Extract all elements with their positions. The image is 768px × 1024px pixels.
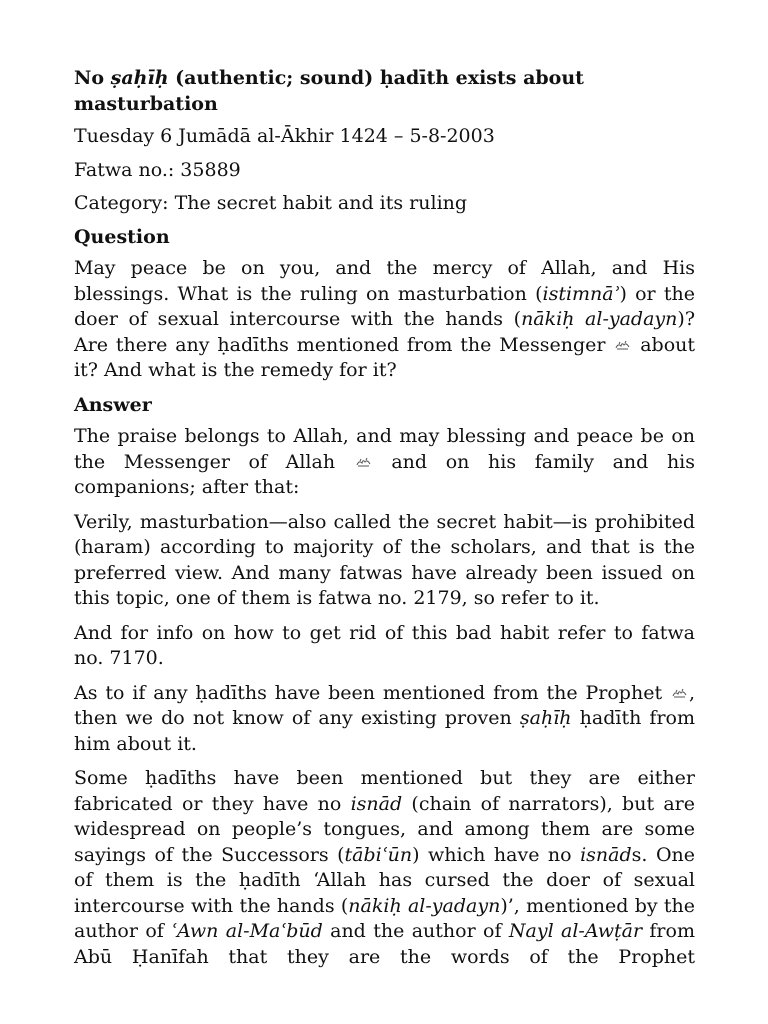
- answer-part: (chain of narrators), but are widespread on people’s tongues, and among them are some sayings of the Successors (: [74, 792, 695, 866]
- term-nakih: nākiḥ al-yadayn: [521, 308, 678, 330]
- term-nakih: nākiḥ al-yadayn: [348, 894, 501, 917]
- answer-part: , then we do not know of any existing proven: [74, 681, 695, 729]
- answer-part: ) which have no: [412, 843, 581, 866]
- answer-paragraph-3: And for info on how to get rid of this bad habit refer to fatwa no. 7170.: [74, 621, 695, 669]
- answer-paragraph-4: [74, 681, 695, 758]
- answer-part: from Abū Ḥanīfah that they are the words of the Prophet: [74, 920, 695, 968]
- date-line: Tuesday 6 Jumādā al-Ākhir 1424 – 5-8-2003: [74, 125, 495, 147]
- category-line: Category: The secret habit and its ruling: [74, 192, 468, 214]
- answer-part: and on his family and his companions; after that:: [74, 450, 696, 498]
- title-sahih: ṣaḥīḥ: [110, 67, 169, 89]
- fatwa-number: Fatwa no.: 35889: [74, 158, 241, 181]
- answer-part: As to if any ḥadīths have been mentioned from the Prophet: [74, 681, 670, 704]
- question-part: ) or the doer of sexual intercourse with the hands (: [74, 282, 695, 330]
- book-nayl-al-awtar: Nayl al-Awṭār: [508, 920, 643, 942]
- question-part: May peace be on you, and the mercy of Allah, and His blessings. What is the ruling on masturbation (: [74, 257, 695, 305]
- salutation-icon: [615, 340, 630, 351]
- term-istimna: istimnāʾ: [542, 282, 620, 305]
- answer-part: Some ḥadīths have been mentioned but they are either fabricated or they have no: [74, 767, 695, 815]
- answer-part: s. One of them is the ḥadīth ‘Allah has cursed the doer of sexual intercourse with the hands (: [74, 843, 696, 917]
- term-tabiun: tābiʿūn: [344, 843, 413, 866]
- term-sahih: ṣaḥīḥ: [519, 707, 572, 729]
- salutation-icon: [672, 688, 687, 699]
- answer-paragraph-2: Verily, masturbation—also called the secret habit—is prohibited (haram) according to majority of the scholars, and that is the preferred view. And many fatwas have already been issued on this topic, one of them is fatwa no. 2179, so refer to it.: [74, 510, 695, 609]
- answer-paragraph-1: [74, 424, 695, 501]
- question-text: [74, 256, 695, 384]
- answer-paragraph-5: [74, 766, 695, 970]
- document-title: [74, 66, 695, 117]
- answer-heading: Answer: [74, 393, 152, 416]
- question-part: about it? And what is the remedy for it?: [74, 333, 695, 381]
- answer-part: ḥadīth from him about it.: [74, 707, 695, 755]
- answer-part: )’, mentioned by the author of: [74, 894, 695, 942]
- salutation-icon: [356, 457, 371, 468]
- title-rest: (authentic; sound) ḥadīth exists about masturbation: [74, 67, 584, 115]
- answer-part: The praise belongs to Allah, and may blessing and peace be on the Messenger of Allah: [74, 425, 695, 473]
- answer-part: and the author of: [322, 920, 509, 942]
- title-prefix: No: [74, 67, 111, 89]
- question-heading: Question: [74, 225, 170, 248]
- term-isnad: isnād: [350, 792, 403, 815]
- book-awn-al-mabud: ʿAwn al-Maʿbūd: [171, 920, 323, 942]
- question-part: )? Are there any ḥadīths mentioned from the Messenger: [74, 308, 696, 356]
- term-isnads: isnād: [580, 843, 632, 866]
